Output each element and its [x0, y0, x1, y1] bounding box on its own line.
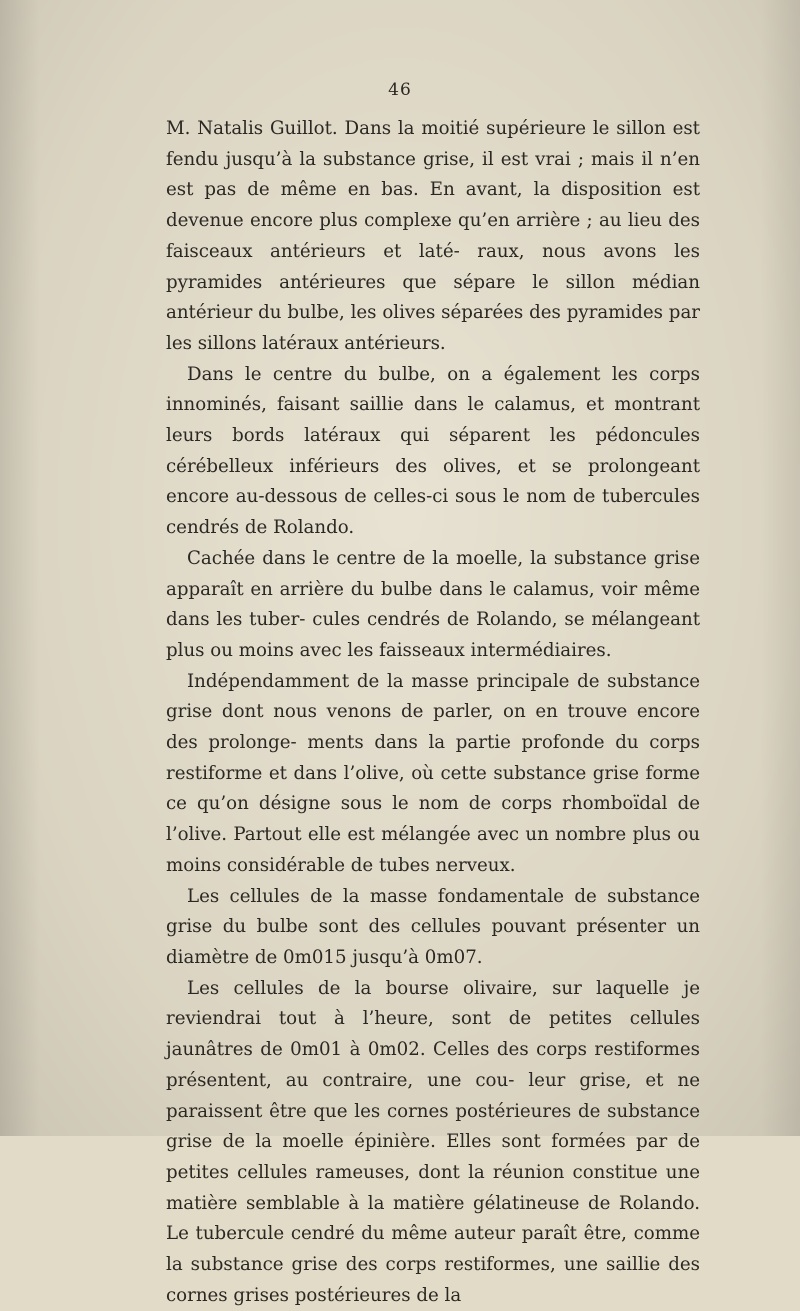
- paragraph-3: Cachée dans le centre de la moelle, la substance grise apparaît en arrière du bulbe dans le calamus, voir même dans les tuber- cules cendrés de Rolando, se mélangeant plus ou moins avec les faisseaux intermédiaires.: [166, 547, 700, 661]
- paragraph-1: M. Natalis Guillot. Dans la moitié supérieure le sillon est fendu jusqu’à la substance grise, il est vrai ; mais il n’en est pas de même en bas. En avant, la disposition est devenue encore plus complexe qu’en arrière ; au lieu des faisceaux antérieurs et laté- raux, nous avons les pyramides antérieures que sépare le sillon médian antérieur du bulbe, les olives séparées des pyramides par les sillons latéraux antérieurs.: [166, 118, 700, 354]
- paragraph-2: Dans le centre du bulbe, on a également les corps innominés, faisant saillie dans le calamus, et montrant leurs bords latéraux qui séparent les pédoncules cérébelleux inférieurs des olives, et se prolongeant encore au-dessous de celles-ci sous le nom de tubercules cendrés de Rolando.: [166, 363, 700, 539]
- paragraph-6: Les cellules de la bourse olivaire, sur laquelle je reviendrai tout à l’heure, sont de petites cellules jaunâtres de 0m01 à 0m02. Celles des corps restiformes présentent, au contraire, une cou- leur grise, et ne paraissent être que les cornes postérieures de substance grise de la moelle épinière. Elles sont formées par de petites cellules rameuses, dont la réunion constitue une matière semblable à la matière gélatineuse de Rolando. Le tubercule cendré du même auteur paraît être, comme la substance grise des corps restiformes, une saillie des cornes grises postérieures de la: [166, 977, 700, 1306]
- body-text: [166, 114, 700, 1311]
- page-number: 46: [388, 80, 412, 100]
- paragraph-5: Les cellules de la masse fondamentale de substance grise du bulbe sont des cellules pouvant présenter un diamètre de 0m015 jusqu’à 0m07.: [166, 885, 700, 968]
- paragraph-4: Indépendamment de la masse principale de substance grise dont nous venons de parler, on en trouve encore des prolonge- ments dans la partie profonde du corps restiforme et dans l’olive, où cette substance grise forme ce qu’on désigne sous le nom de corps rhomboïdal de l’olive. Partout elle est mélangée avec un nombre plus ou moins considérable de tubes nerveux.: [166, 670, 700, 876]
